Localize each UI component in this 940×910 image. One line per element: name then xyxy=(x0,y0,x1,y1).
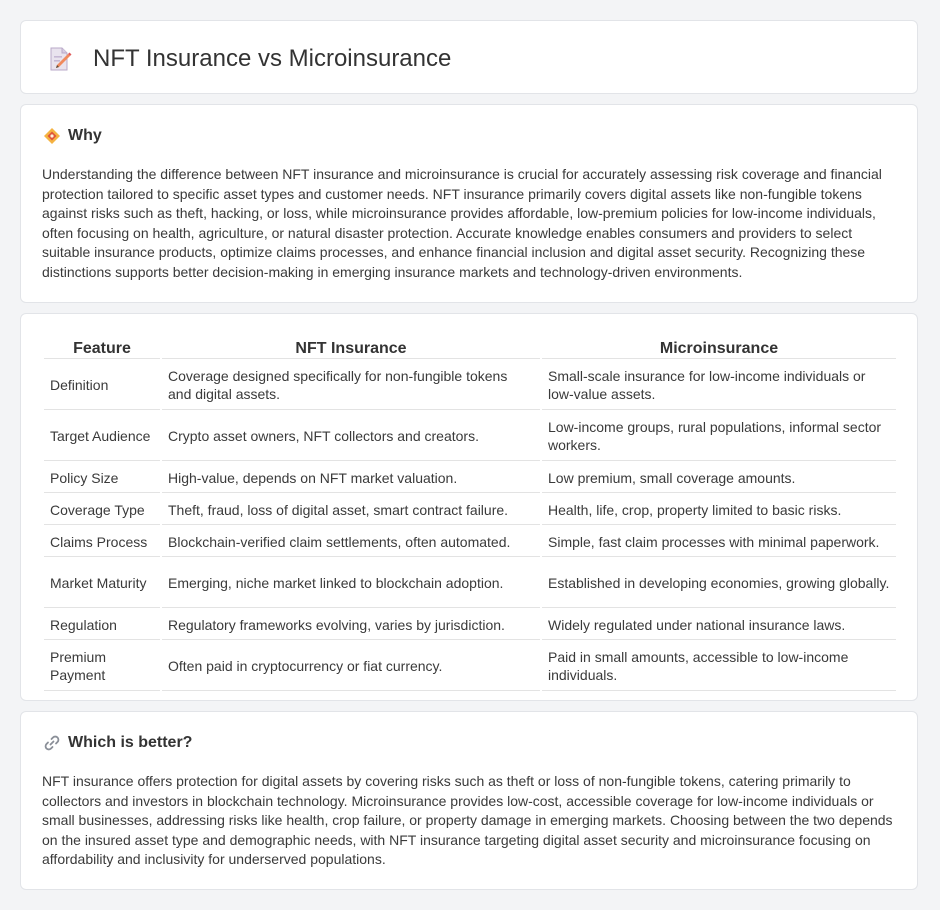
cell-nft: Crypto asset owners, NFT collectors and creators. xyxy=(162,412,540,461)
header-nft-insurance: NFT Insurance xyxy=(162,337,540,359)
table-row xyxy=(44,527,896,557)
why-title: Why xyxy=(68,127,102,144)
page-title: NFT Insurance vs Microinsurance xyxy=(93,45,452,72)
table-row xyxy=(44,642,896,691)
why-text: Understanding the difference between NFT insurance and microinsurance is crucial for accurately assessing risk coverage and financial protection tailored to specific asset types and customer needs. NFT insurance primarily covers digital assets like non-fungible tokens against risks such as theft, hacking, or loss, while microinsurance provides affordable, low-premium policies for low-income individuals, often focusing on health, agriculture, or natural disaster protection. Accurate knowledge enables consumers and providers to select suitable insurance products, optimize claims processes, and enhance financial inclusion and digital asset security. Recognizing these distinctions supports better decision-making in emerging insurance markets and technology-driven environments. xyxy=(42,166,882,280)
cell-feature: Premium Payment xyxy=(44,642,160,691)
comparison-table xyxy=(42,335,898,693)
which-is-better-section xyxy=(20,711,918,890)
cell-micro: Health, life, crop, property limited to basic risks. xyxy=(542,495,896,525)
title-card xyxy=(20,20,918,94)
cell-micro: Established in developing economies, growing globally. xyxy=(542,559,896,608)
diamond-badge-icon xyxy=(43,127,61,145)
cell-nft: Theft, fraud, loss of digital asset, smart contract failure. xyxy=(162,495,540,525)
table-row xyxy=(44,559,896,608)
cell-micro: Small-scale insurance for low-income individuals or low-value assets. xyxy=(542,361,896,410)
cell-feature: Definition xyxy=(44,361,160,410)
cell-feature: Claims Process xyxy=(44,527,160,557)
cell-nft: High-value, depends on NFT market valuation. xyxy=(162,463,540,493)
better-heading xyxy=(43,734,192,752)
why-heading xyxy=(43,127,102,145)
cell-nft: Coverage designed specifically for non-fungible tokens and digital assets. xyxy=(162,361,540,410)
cell-micro: Simple, fast claim processes with minimal paperwork. xyxy=(542,527,896,557)
cell-micro: Low premium, small coverage amounts. xyxy=(542,463,896,493)
table-row xyxy=(44,610,896,640)
cell-nft: Often paid in cryptocurrency or fiat currency. xyxy=(162,642,540,691)
table-row xyxy=(44,495,896,525)
better-title: Which is better? xyxy=(68,734,193,751)
table-row xyxy=(44,361,896,410)
better-text: NFT insurance offers protection for digital assets by covering risks such as theft or loss of non-fungible tokens, catering primarily to collectors and investors in blockchain technology. Microinsurance provides low-cost, accessible coverage for low-income individuals or small businesses, addressing risks like health, crop failure, or property damage in emerging markets. Choosing between the two depends on the insured asset type and demographic needs, with NFT insurance targeting digital asset security and microinsurance focusing on affordability and inclusivity for underserved populations. xyxy=(42,773,893,867)
link-icon xyxy=(43,734,61,752)
comparison-section xyxy=(20,313,918,701)
header-microinsurance: Microinsurance xyxy=(542,337,896,359)
table-row xyxy=(44,463,896,493)
cell-micro: Low-income groups, rural populations, informal sector workers. xyxy=(542,412,896,461)
table-row xyxy=(44,412,896,461)
cell-feature: Market Maturity xyxy=(44,559,160,608)
why-section xyxy=(20,104,918,303)
document-pencil-icon xyxy=(47,46,73,72)
cell-feature: Policy Size xyxy=(44,463,160,493)
cell-nft: Regulatory frameworks evolving, varies by jurisdiction. xyxy=(162,610,540,640)
cell-nft: Blockchain-verified claim settlements, often automated. xyxy=(162,527,540,557)
cell-nft: Emerging, niche market linked to blockchain adoption. xyxy=(162,559,540,608)
cell-feature: Target Audience xyxy=(44,412,160,461)
cell-feature: Coverage Type xyxy=(44,495,160,525)
cell-micro: Paid in small amounts, accessible to low-income individuals. xyxy=(542,642,896,691)
table-header-row xyxy=(44,337,896,359)
title-row xyxy=(47,45,451,73)
cell-micro: Widely regulated under national insurance laws. xyxy=(542,610,896,640)
header-feature: Feature xyxy=(44,337,160,359)
cell-feature: Regulation xyxy=(44,610,160,640)
